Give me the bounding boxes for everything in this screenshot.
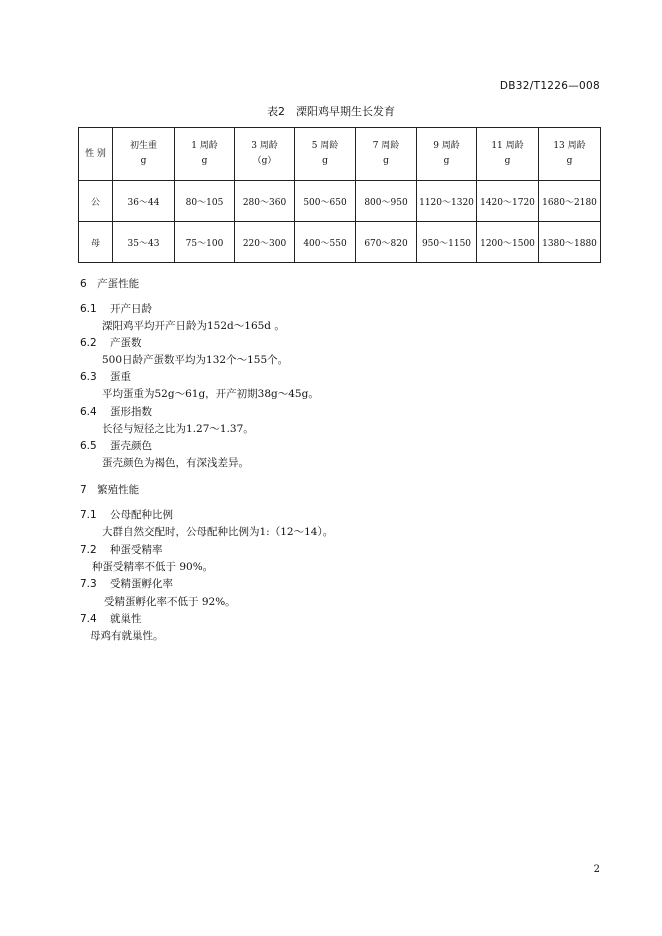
subsection-6-1-title <box>80 301 152 316</box>
subsection-label: 受精蛋孵化率 <box>110 578 173 590</box>
subsection-7-3-title <box>80 576 173 591</box>
header-cell-week-13: 13 周龄 g <box>539 128 601 181</box>
subsection-number: 7.3 <box>80 578 97 590</box>
subsection-6-3-text: 平均蛋重为52g～61g，开产初期38g～45g。 <box>102 388 319 400</box>
table-cell: 1380～1880 <box>539 222 601 263</box>
subsection-7-2-title <box>80 542 163 557</box>
subsection-7-4-title <box>80 611 142 626</box>
subsection-6-5-title <box>80 438 152 453</box>
table-cell: 1200～1500 <box>477 222 539 263</box>
subsection-label: 蛋重 <box>110 371 131 383</box>
subsection-6-4-title <box>80 404 152 419</box>
subsection-7-3-text: 受精蛋孵化率不低于 92%。 <box>104 596 236 608</box>
header-cell-week-1: 1 周龄 g <box>175 128 235 181</box>
subsection-6-5-text: 蛋壳颜色为褐色，有深浅差异。 <box>102 457 249 469</box>
subsection-6-4-text: 长径与短径之比为1.27～1.37。 <box>102 423 254 435</box>
subsection-number: 6.4 <box>80 406 97 418</box>
header-cell-week-5: 5 周龄 g <box>295 128 356 181</box>
subsection-6-1-text: 溧阳鸡平均开产日龄为152d～165d 。 <box>102 320 285 332</box>
page-number: 2 <box>593 864 600 875</box>
subsection-number: 7.2 <box>80 544 97 556</box>
subsection-number: 6.2 <box>80 337 97 349</box>
table-row-male <box>79 181 601 222</box>
table-cell: 1120～1320 <box>417 181 477 222</box>
subsection-7-4-text: 母鸡有就巢性。 <box>90 630 164 642</box>
table-cell: 1420～1720 <box>477 181 539 222</box>
section-7-title: 7 繁殖性能 <box>80 484 140 496</box>
table-cell: 1680～2180 <box>539 181 601 222</box>
table-cell: 950～1150 <box>417 222 477 263</box>
subsection-number: 6.1 <box>80 303 97 315</box>
subsection-label: 公母配种比例 <box>110 509 173 521</box>
header-cell-birth-weight: 初生重 g <box>113 128 175 181</box>
table-cell: 800～950 <box>356 181 417 222</box>
subsection-label: 蛋形指数 <box>110 406 152 418</box>
header-cell-sex: 性 别 <box>79 128 113 181</box>
table-cell: 36～44 <box>113 181 175 222</box>
subsection-number: 6.5 <box>80 440 97 452</box>
table-cell: 80～105 <box>175 181 235 222</box>
table-cell: 670～820 <box>356 222 417 263</box>
subsection-label: 开产日龄 <box>110 303 152 315</box>
subsection-number: 7.1 <box>80 509 97 521</box>
header-cell-week-7: 7 周龄 g <box>356 128 417 181</box>
subsection-6-2-text: 500日龄产蛋数平均为132个～155个。 <box>102 354 289 366</box>
section-6-title: 6 产蛋性能 <box>80 278 140 290</box>
subsection-label: 产蛋数 <box>110 337 142 349</box>
table-cell: 280～360 <box>235 181 295 222</box>
table-cell: 公 <box>79 181 113 222</box>
subsection-number: 7.4 <box>80 613 97 625</box>
table-cell: 400～550 <box>295 222 356 263</box>
table-cell: 母 <box>79 222 113 263</box>
header-cell-week-3: 3 周龄 （g） <box>235 128 295 181</box>
table-header-row <box>79 128 601 181</box>
subsection-7-1-text: 大群自然交配时，公母配种比例为1:（12～14）。 <box>102 526 334 538</box>
subsection-label: 就巢性 <box>110 613 142 625</box>
table-cell: 500～650 <box>295 181 356 222</box>
subsection-6-2-title <box>80 335 142 350</box>
table-title: 表2 溧阳鸡早期生长发育 <box>267 105 395 118</box>
table-row-female <box>79 222 601 263</box>
subsection-number: 6.3 <box>80 371 97 383</box>
subsection-6-3-title <box>80 369 131 384</box>
table-cell: 75～100 <box>175 222 235 263</box>
header-cell-week-9: 9 周龄 g <box>417 128 477 181</box>
growth-table <box>78 127 601 263</box>
table-cell: 35～43 <box>113 222 175 263</box>
table-cell: 220～300 <box>235 222 295 263</box>
header-cell-week-11: 11 周龄 g <box>477 128 539 181</box>
subsection-7-1-title <box>80 507 173 522</box>
subsection-7-2-text: 种蛋受精率不低于 90%。 <box>92 561 214 573</box>
subsection-label: 种蛋受精率 <box>110 544 163 556</box>
document-code: DB32/T1226—008 <box>499 80 600 92</box>
subsection-label: 蛋壳颜色 <box>110 440 152 452</box>
